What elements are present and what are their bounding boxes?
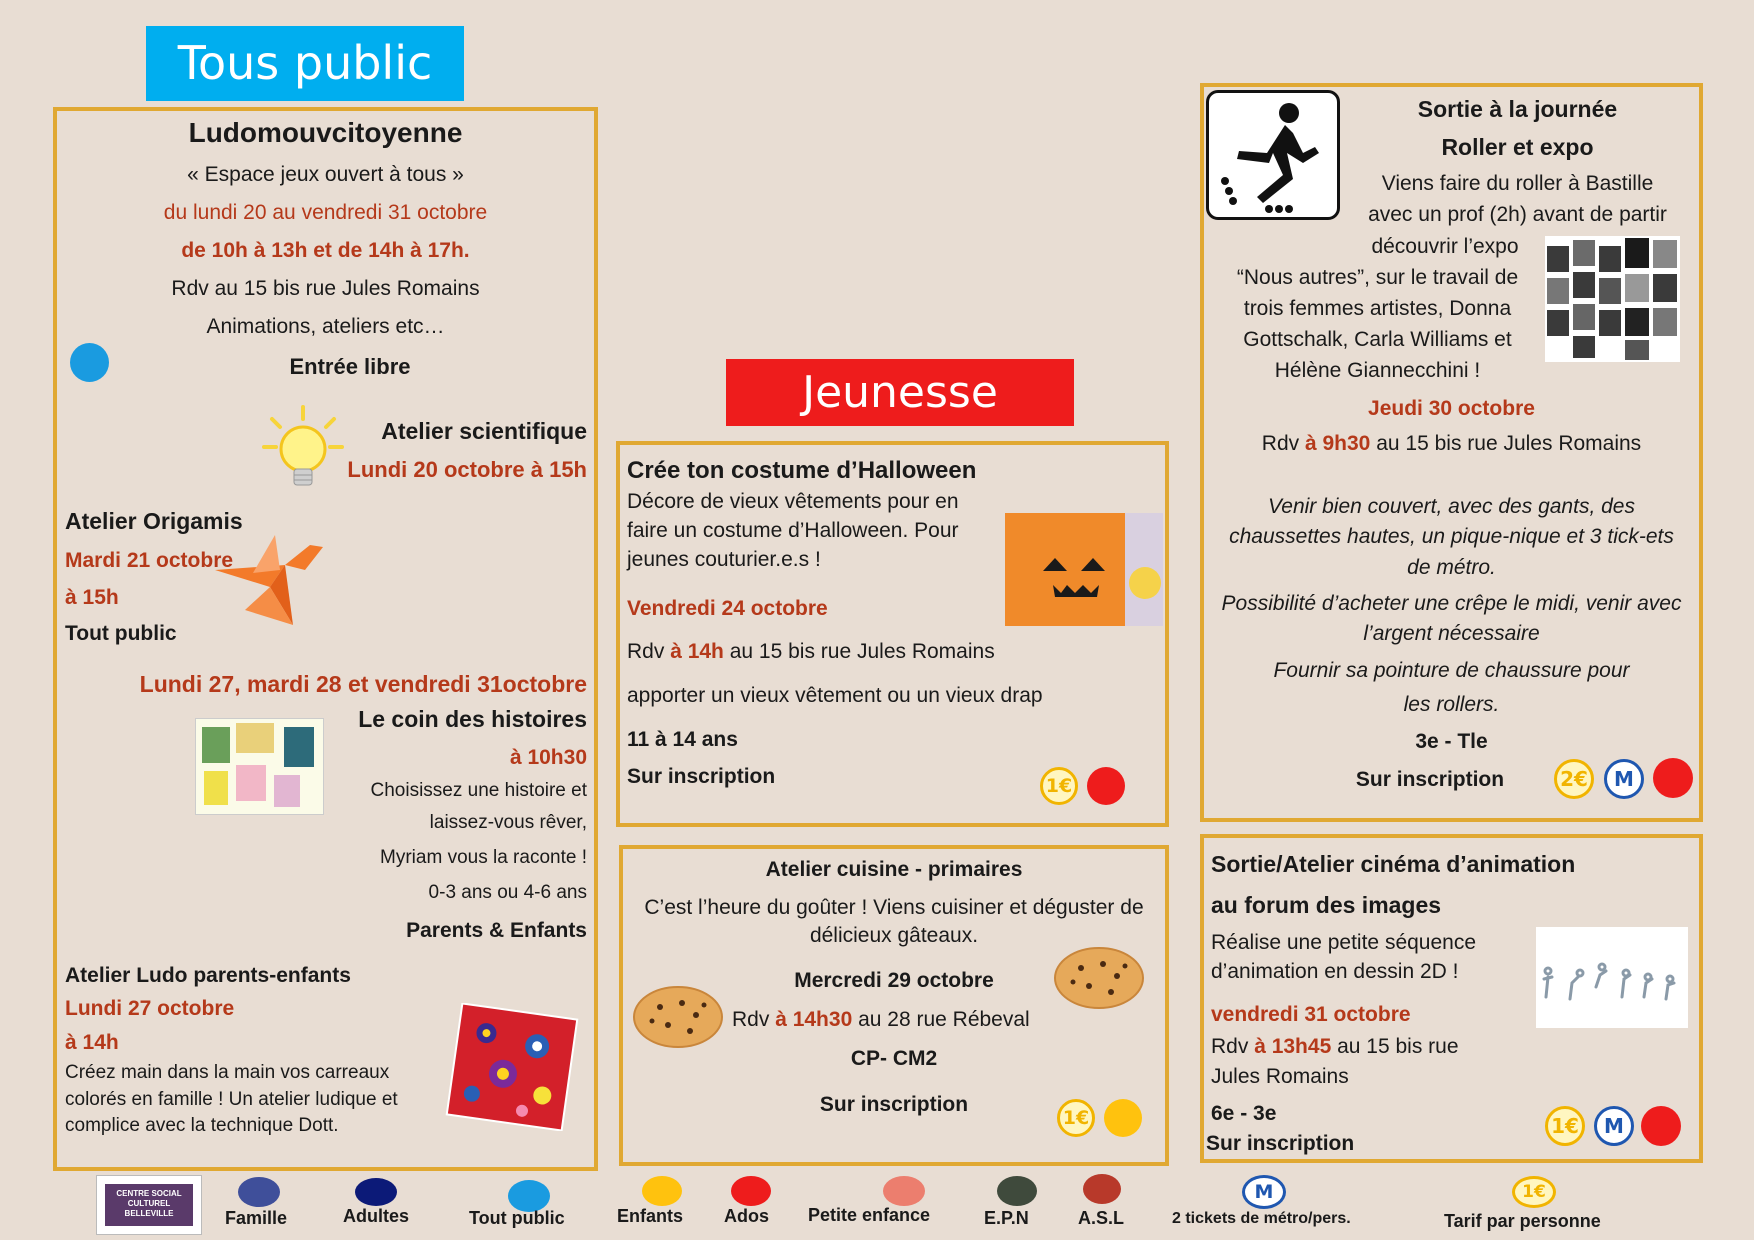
halloween-date: Vendredi 24 octobre <box>627 597 828 620</box>
origami-date: Mardi 21 octobre <box>65 549 234 572</box>
roller-desc-7: Hélène Giannecchini ! <box>1274 359 1481 382</box>
halloween-rdv-time: à 14h <box>670 640 724 663</box>
roller-desc-1: Viens faire du roller à Bastille <box>1381 172 1654 195</box>
roller-note-3b: les rollers. <box>1403 693 1500 716</box>
roller-level: 3e - Tle <box>1415 730 1488 753</box>
cinema-rdv-post: au 15 bis rue Jules Romains <box>1211 1035 1459 1089</box>
cuisine-enfants-dot <box>1104 1099 1142 1137</box>
roller-date: Jeudi 30 octobre <box>1368 397 1535 420</box>
cinema-desc: Réalise une petite séquence d’animation en dessin 2D ! <box>1211 931 1477 983</box>
legend-asl-label: A.S.L <box>1078 1208 1125 1228</box>
cuisine-rdv-time: à 14h30 <box>775 1008 853 1031</box>
legend-asl-dot <box>1083 1174 1121 1204</box>
legend-epn-dot <box>997 1176 1037 1206</box>
cinema-title-2: au forum des images <box>1211 892 1442 918</box>
roller-note-3a: Fournir sa pointure de chaussure pour <box>1273 659 1630 682</box>
legend-metro-badge: M <box>1242 1175 1286 1209</box>
roller-rdv <box>1210 429 1693 458</box>
legend-enfants-dot <box>642 1176 682 1206</box>
legend-adultes-label: Adultes <box>343 1206 410 1226</box>
legend-ados-dot <box>731 1176 771 1206</box>
origami-time: à 15h <box>65 586 119 609</box>
roller-desc-3: découvrir l’expo <box>1371 235 1519 258</box>
origami-title: Atelier Origamis <box>65 508 243 534</box>
cuisine-price-badge: 1€ <box>1057 1099 1095 1137</box>
roller-desc-2: avec un prof (2h) avant de partir <box>1368 203 1667 226</box>
roller-skater-icon <box>1206 90 1340 220</box>
ludo-dates: du lundi 20 au vendredi 31 octobre <box>163 201 488 224</box>
tous-public-header: Tous public <box>146 26 464 101</box>
legend-metro-label: 2 tickets de métro/pers. <box>1172 1210 1351 1227</box>
cinema-ados-dot <box>1641 1106 1681 1146</box>
roller-rdv-pre: Rdv <box>1261 432 1305 455</box>
halloween-sweater-image <box>1005 513 1163 626</box>
histoires-desc-2: laissez-vous rêver, <box>429 812 587 833</box>
roller-signup: Sur inscription <box>1355 768 1505 791</box>
cookie-icon-right <box>1053 946 1145 1010</box>
dott-art-image <box>442 1003 582 1131</box>
jeunesse-header: Jeunesse <box>726 359 1074 426</box>
ludo-activities: Animations, ateliers etc… <box>206 315 445 338</box>
halloween-rdv <box>627 637 995 666</box>
ludo-subtitle: « Espace jeux ouvert à tous » <box>187 163 464 186</box>
ludo-hours: de 10h à 13h et de 14h à 17h. <box>181 239 470 262</box>
cuisine-desc: C’est l’heure du goûter ! Viens cuisiner et déguster de délicieux gâteaux. <box>644 896 1144 948</box>
legend-famille-label: Famille <box>225 1208 288 1228</box>
cinema-rdv-time: à 13h45 <box>1254 1035 1332 1058</box>
halloween-ages: 11 à 14 ans <box>627 728 738 751</box>
cookie-icon-left <box>632 985 724 1049</box>
roller-price-badge: 2€ <box>1554 759 1594 799</box>
centre-logo-text: CENTRE SOCIAL CULTUREL BELLEVILLE <box>105 1184 193 1226</box>
cinema-rdv <box>1211 1032 1511 1093</box>
ludo-parents-date: Lundi 27 octobre <box>65 997 235 1020</box>
roller-rdv-time: à 9h30 <box>1304 432 1371 455</box>
halloween-ados-dot <box>1087 767 1125 805</box>
halloween-rdv-pre: Rdv <box>627 640 671 663</box>
histoires-title: Le coin des histoires <box>358 706 587 732</box>
cuisine-level: CP- CM2 <box>850 1047 938 1070</box>
legend-enfants-label: Enfants <box>617 1206 684 1226</box>
legend-adultes-dot <box>355 1178 397 1206</box>
halloween-desc: Décore de vieux vêtements pour en faire un costume d’Halloween. Pour jeunes couturier.e.s ! <box>627 490 959 571</box>
cuisine-date: Mercredi 29 octobre <box>794 969 994 992</box>
histoires-desc-3: Myriam vous la raconte ! <box>380 847 587 868</box>
halloween-signup: Sur inscription <box>627 765 776 788</box>
tout-public-dot <box>70 343 109 382</box>
histoires-dates: Lundi 27, mardi 28 et vendredi 31octobre <box>139 671 587 697</box>
cuisine-rdv-post: au 28 rue Rébeval <box>852 1008 1030 1031</box>
cuisine-signup: Sur inscription <box>819 1093 969 1116</box>
ludo-entry: Entrée libre <box>289 354 411 379</box>
roller-title-2: Roller et expo <box>1441 134 1594 160</box>
cinema-rdv-pre: Rdv <box>1211 1035 1255 1058</box>
roller-desc-4: “Nous autres”, sur le travail de <box>1236 266 1519 289</box>
legend-petite-enfance-label: Petite enfance <box>808 1205 931 1225</box>
cuisine-rdv-pre: Rdv <box>732 1008 776 1031</box>
legend-tarif-badge: 1€ <box>1512 1176 1556 1208</box>
centre-logo <box>96 1175 202 1235</box>
histoires-desc-1: Choisissez une histoire et <box>370 780 587 801</box>
halloween-price-badge: 1€ <box>1040 767 1078 805</box>
histoires-ages: 0-3 ans ou 4-6 ans <box>428 882 587 903</box>
halloween-title: Crée ton costume d’Halloween <box>627 457 977 484</box>
expo-photos-image <box>1545 236 1680 362</box>
roller-ados-dot <box>1653 758 1693 798</box>
legend-epn-label: E.P.N <box>984 1208 1029 1228</box>
roller-desc-6: Gottschalk, Carla Williams et <box>1243 328 1512 351</box>
legend-tarif-label: Tarif par personne <box>1444 1211 1601 1231</box>
cinema-price-badge: 1€ <box>1545 1106 1585 1146</box>
halloween-bring: apporter un vieux vêtement ou un vieux drap <box>627 684 1043 707</box>
halloween-rdv-post: au 15 bis rue Jules Romains <box>723 640 995 663</box>
histoires-time: à 10h30 <box>509 746 587 769</box>
ludo-title: Ludomouvcitoyenne <box>188 117 463 148</box>
roller-rdv-post: au 15 bis rue Jules Romains <box>1370 432 1642 455</box>
histoires-audience: Parents & Enfants <box>406 919 587 942</box>
roller-metro-badge: M <box>1604 759 1644 799</box>
roller-desc-5: trois femmes artistes, Donna <box>1243 297 1512 320</box>
ludo-parents-title: Atelier Ludo parents-enfants <box>65 964 351 987</box>
cuisine-title: Atelier cuisine - primaires <box>765 858 1023 881</box>
cinema-level: 6e - 3e <box>1211 1102 1277 1125</box>
roller-title-1: Sortie à la journée <box>1417 96 1618 122</box>
origami-audience: Tout public <box>65 622 177 645</box>
cinema-metro-badge: M <box>1594 1106 1634 1146</box>
cinema-signup: Sur inscription <box>1206 1132 1355 1155</box>
cuisine-rdv <box>732 1005 1030 1034</box>
legend-famille-dot <box>238 1177 280 1207</box>
origami-crane-icon <box>215 525 330 635</box>
legend-tout-public-label: Tout public <box>469 1208 565 1228</box>
cinema-date: vendredi 31 octobre <box>1211 1003 1411 1026</box>
legend-petite-enfance-dot <box>883 1176 925 1206</box>
ludo-rdv: Rdv au 15 bis rue Jules Romains <box>171 277 480 300</box>
roller-note-2: Possibilité d’acheter une crêpe le midi, venir avec l’argent nécessaire <box>1221 592 1682 646</box>
legend-ados-label: Ados <box>724 1206 769 1226</box>
science-title: Atelier scientifique <box>381 418 587 444</box>
ludo-parents-time: à 14h <box>65 1031 119 1054</box>
science-date: Lundi 20 octobre à 15h <box>347 457 587 482</box>
animation-figures-image <box>1536 927 1688 1028</box>
roller-note-1: Venir bien couvert, avec des gants, des chaussettes hautes, un pique-nique et 3 tick-ets de métro. <box>1229 495 1674 579</box>
ludo-parents-desc: Créez main dans la main vos carreaux colorés en famille ! Un atelier ludique et complice avec la technique Dott. <box>65 1062 398 1137</box>
cinema-title-1: Sortie/Atelier cinéma d’animation <box>1211 851 1576 877</box>
